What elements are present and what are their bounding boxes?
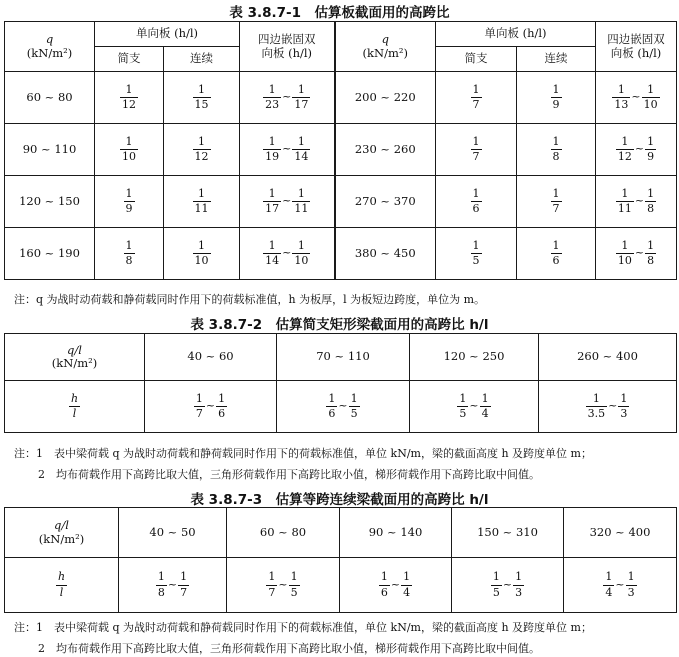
fraction <box>193 188 211 216</box>
fraction-denominator: 5 <box>492 585 500 599</box>
fraction <box>292 188 310 216</box>
fraction-denominator: 13 <box>614 98 629 111</box>
table3-range-header: 150 ~ 310 <box>452 508 564 558</box>
continuous-ratio-cell <box>164 176 240 228</box>
fraction-numerator: 1 <box>647 82 655 96</box>
table3-range-header: 60 ~ 80 <box>227 508 340 558</box>
table2-range-header: 120 ~ 250 <box>410 334 539 381</box>
table1-row <box>5 228 677 280</box>
fraction-numerator: 1 <box>268 186 276 200</box>
fraction <box>120 84 138 112</box>
fraction-denominator: 8 <box>647 254 655 267</box>
table2-range-header: 70 ~ 110 <box>277 334 410 381</box>
simple-ratio-cell <box>95 176 164 228</box>
simple-ratio-cell <box>436 72 517 124</box>
fraction <box>124 188 135 216</box>
fraction <box>124 240 135 268</box>
fraction-numerator: 1 <box>125 82 133 96</box>
table1-q-header: q (kN/m²) <box>5 22 95 72</box>
fraction-numerator: 1 <box>552 238 560 252</box>
table3-range-header: 320 ~ 400 <box>564 508 677 558</box>
fraction-numerator: 1 <box>647 186 655 200</box>
fraction-denominator: 8 <box>157 585 165 599</box>
table2-note-1: 注：1 表中梁荷载 q 为战时动荷载和静荷载同时作用下的荷载标准值，单位 kN/m，梁的截面高度 h 及跨度单位 m； <box>14 447 592 460</box>
fraction-denominator: 5 <box>350 407 358 420</box>
fraction-denominator: 23 <box>265 98 280 111</box>
simple-ratio-cell <box>95 124 164 176</box>
two-way-ratio-cell <box>240 228 335 280</box>
fraction <box>292 136 310 164</box>
table3-hl-header <box>5 558 119 613</box>
fraction-denominator: 3.5 <box>587 407 606 420</box>
fraction-numerator: 1 <box>268 134 276 148</box>
two-way-ratio-cell <box>240 176 335 228</box>
table1 <box>4 21 677 280</box>
fraction-denominator: 6 <box>552 254 560 267</box>
fraction <box>326 393 337 421</box>
fraction <box>194 393 205 421</box>
fraction-numerator: 1 <box>198 134 205 148</box>
fraction <box>612 84 630 112</box>
two-way-ratio-cell <box>240 72 335 124</box>
continuous-ratio-cell <box>517 176 596 228</box>
range-tilde: ~ <box>282 142 292 156</box>
fraction-numerator: 1 <box>328 391 336 405</box>
table3-note-2: 2 均布荷载作用下高跨比取大值，三角形荷载作用下高跨比取小值，梯形荷载作用下高跨比取中间值。 <box>38 642 540 655</box>
two-way-ratio-cell <box>240 124 335 176</box>
table1-title: 表 3.8.7-1 估算板截面用的高跨比 <box>229 5 450 21</box>
fraction-numerator: 1 <box>492 570 500 584</box>
fraction-denominator: 12 <box>617 150 632 163</box>
two-way-ratio-cell <box>596 176 677 228</box>
range-tilde: ~ <box>634 246 645 260</box>
fraction <box>266 571 277 599</box>
range-tilde: ~ <box>469 399 479 413</box>
fraction <box>292 240 310 268</box>
table3-title: 表 3.8.7-3 估算等跨连续梁截面用的高跨比 h/l <box>190 492 489 508</box>
table1-simple-header: 简支 <box>95 47 164 72</box>
ratio-range <box>263 134 310 163</box>
fraction-denominator: 8 <box>552 150 560 163</box>
table3-ql-header: q/l (kN/m²) <box>5 508 119 558</box>
fraction <box>551 84 562 112</box>
simple-ratio-cell <box>436 228 517 280</box>
fraction <box>263 240 281 268</box>
continuous-ratio-cell <box>164 72 240 124</box>
table2-ratio-cell <box>539 381 677 433</box>
fraction <box>193 84 211 112</box>
fraction <box>645 240 656 268</box>
range-tilde: ~ <box>282 194 292 208</box>
fraction-numerator: 1 <box>592 391 600 405</box>
table1-simple-header-right: 简支 <box>436 47 517 72</box>
fraction <box>263 188 281 216</box>
fraction-denominator: 9 <box>647 150 655 163</box>
fraction <box>156 571 167 599</box>
fraction-denominator: 14 <box>294 150 309 163</box>
fraction-denominator: 9 <box>552 98 560 111</box>
range-tilde: ~ <box>502 577 513 591</box>
fraction-denominator: 4 <box>605 585 613 599</box>
range-tilde: ~ <box>615 577 625 591</box>
range-tilde: ~ <box>282 246 292 260</box>
fraction-denominator: 3 <box>627 585 635 599</box>
fraction-numerator: 1 <box>218 391 226 405</box>
fraction-numerator: 1 <box>297 82 305 96</box>
simple-ratio-cell <box>95 72 164 124</box>
fraction-denominator: 4 <box>481 407 489 420</box>
fraction-denominator: 12 <box>122 98 136 111</box>
fraction <box>645 188 656 216</box>
fraction <box>289 571 300 599</box>
table1-continuous-header: 连续 <box>164 47 240 72</box>
load-range-cell: 120 ~ 150 <box>5 176 95 228</box>
fraction-numerator: 1 <box>620 391 628 405</box>
ratio-range <box>263 82 310 111</box>
fraction-numerator: 1 <box>297 238 305 252</box>
fraction-numerator: 1 <box>268 238 276 252</box>
fraction-numerator: 1 <box>380 570 388 584</box>
fraction-denominator: 12 <box>194 150 209 163</box>
table2-title: 表 3.8.7-2 估算简支矩形梁截面用的高跨比 h/l <box>190 317 489 333</box>
load-range-cell: 380 ~ 450 <box>335 228 436 280</box>
fraction-numerator: 1 <box>268 570 276 584</box>
fraction <box>616 188 634 216</box>
fraction-numerator: 1 <box>552 82 560 96</box>
fraction <box>616 240 634 268</box>
simple-ratio-cell <box>436 176 517 228</box>
table3-ratio-cell <box>227 558 340 613</box>
fraction-numerator: 1 <box>515 570 523 584</box>
fraction-numerator: 1 <box>125 238 133 252</box>
fraction-numerator: 1 <box>125 134 133 148</box>
fraction-denominator: 10 <box>122 150 136 163</box>
fraction-numerator: 1 <box>297 186 305 200</box>
fraction-denominator: 7 <box>180 585 188 599</box>
fraction <box>263 84 281 112</box>
table2-ratio-cell <box>277 381 410 433</box>
fraction-denominator: 7 <box>195 407 203 420</box>
table2-ratio-cell <box>410 381 539 433</box>
table2-hl-header <box>5 381 145 433</box>
fraction-numerator: 1 <box>647 238 655 252</box>
fraction <box>263 136 281 164</box>
fraction-numerator: 1 <box>125 186 133 200</box>
load-range-cell: 60 ~ 80 <box>5 72 95 124</box>
simple-ratio-cell <box>436 124 517 176</box>
table1-continuous-header-right: 连续 <box>517 47 596 72</box>
ratio-range <box>263 238 310 267</box>
fraction <box>642 84 660 112</box>
fraction-denominator: 11 <box>294 202 309 215</box>
fraction-denominator: 10 <box>617 254 632 267</box>
fraction <box>618 393 629 421</box>
fraction-denominator: 5 <box>290 585 298 599</box>
fraction-numerator: 1 <box>403 570 411 584</box>
table3-range-header: 90 ~ 140 <box>340 508 452 558</box>
fraction-denominator: 4 <box>403 585 411 599</box>
table1-one-way-header: 单向板 (h/l) <box>95 22 240 47</box>
fraction <box>401 571 412 599</box>
fraction-numerator: 1 <box>459 391 467 405</box>
fraction-denominator: 11 <box>194 202 209 215</box>
table3-note-1: 注：1 表中梁荷载 q 为战时动荷载和静荷载同时作用下的荷载标准值，单位 kN/m，梁的截面高度 h 及跨度单位 m； <box>14 621 592 634</box>
table2-ql-header: q/l (kN/m²) <box>5 334 145 381</box>
fraction-numerator: 1 <box>617 82 625 96</box>
load-range-cell: 200 ~ 220 <box>335 72 436 124</box>
fraction-numerator: 1 <box>472 238 480 252</box>
fraction-denominator: 3 <box>620 407 628 420</box>
fraction-numerator: 1 <box>198 82 205 96</box>
fraction-numerator: 1 <box>647 134 655 148</box>
fraction-numerator: 1 <box>290 570 298 584</box>
range-tilde: ~ <box>390 577 401 591</box>
fraction <box>551 240 562 268</box>
fraction-denominator: 10 <box>294 254 309 267</box>
table1-q-header-right: q (kN/m²) <box>335 22 436 72</box>
ratio-range <box>326 391 359 420</box>
fraction <box>349 393 360 421</box>
fraction-numerator: 1 <box>198 186 205 200</box>
fraction-denominator: 7 <box>268 585 276 599</box>
continuous-ratio-cell <box>164 228 240 280</box>
table1-note: 注：q 为战时动荷载和静荷载同时作用下的荷载标准值，h 为板厚，l 为板短边跨度，单位为 m。 <box>14 293 486 306</box>
fraction-denominator: 10 <box>194 254 209 267</box>
two-way-ratio-cell <box>596 124 677 176</box>
table3-range-header: 40 ~ 50 <box>119 508 227 558</box>
fraction-denominator: 9 <box>125 202 133 215</box>
fraction-numerator: 1 <box>297 134 305 148</box>
ratio-range <box>616 186 656 215</box>
fraction-denominator: 8 <box>125 254 133 267</box>
fraction-denominator: 10 <box>643 98 658 111</box>
table3-ratio-cell <box>452 558 564 613</box>
fraction-denominator: 7 <box>472 150 480 163</box>
fraction-denominator: 17 <box>265 202 280 215</box>
fraction-numerator: 1 <box>350 391 358 405</box>
fraction-numerator: 1 <box>627 570 635 584</box>
fraction-numerator: 1 <box>621 134 629 148</box>
fraction-hl: $\frac{h}{l}$ <box>57 570 66 599</box>
ratio-range <box>156 570 189 599</box>
fraction-denominator: 5 <box>472 254 480 267</box>
fraction-denominator: 3 <box>515 585 523 599</box>
ratio-range <box>616 134 656 163</box>
fraction-numerator: 1 <box>481 391 489 405</box>
ratio-range <box>586 391 630 420</box>
table1-row <box>5 176 677 228</box>
fraction-numerator: 1 <box>605 570 613 584</box>
table1-one-way-header-right: 单向板 (h/l) <box>436 22 596 47</box>
fraction-numerator: 1 <box>552 186 560 200</box>
fraction <box>193 136 211 164</box>
fraction <box>379 571 390 599</box>
table2-ratio-cell <box>145 381 277 433</box>
fraction-denominator: 6 <box>472 202 480 215</box>
fraction-numerator: 1 <box>472 186 480 200</box>
ratio-range <box>491 570 524 599</box>
fraction-denominator: 15 <box>194 98 209 111</box>
table3-ratio-cell <box>564 558 677 613</box>
table1-two-way-header-right: 四边嵌固双 向板 (h/l) <box>596 22 677 72</box>
fraction-denominator: 8 <box>647 202 655 215</box>
continuous-ratio-cell <box>517 72 596 124</box>
fraction-denominator: 6 <box>218 407 226 420</box>
range-tilde: ~ <box>205 399 216 413</box>
ratio-range <box>612 82 659 111</box>
fraction <box>292 84 310 112</box>
range-tilde: ~ <box>167 577 178 591</box>
fraction-numerator: 1 <box>621 238 629 252</box>
range-tilde: ~ <box>631 90 641 104</box>
fraction <box>586 393 608 421</box>
fraction-denominator: 19 <box>265 150 280 163</box>
table2-range-header: 40 ~ 60 <box>145 334 277 381</box>
load-range-cell: 270 ~ 370 <box>335 176 436 228</box>
load-range-cell: 90 ~ 110 <box>5 124 95 176</box>
table2-range-header: 260 ~ 400 <box>539 334 677 381</box>
load-range-cell: 230 ~ 260 <box>335 124 436 176</box>
fraction <box>471 84 482 112</box>
table3-ratio-cell <box>340 558 452 613</box>
two-way-ratio-cell <box>596 228 677 280</box>
fraction-numerator: 1 <box>198 238 205 252</box>
table3-ratio-cell <box>119 558 227 613</box>
table1-two-way-header: 四边嵌固双 向板 (h/l) <box>240 22 335 72</box>
fraction <box>193 240 211 268</box>
ratio-range <box>266 570 299 599</box>
table1-row <box>5 124 677 176</box>
fraction <box>616 136 634 164</box>
fraction <box>480 393 491 421</box>
fraction-denominator: 6 <box>380 585 388 599</box>
fraction <box>178 571 189 599</box>
continuous-ratio-cell <box>517 228 596 280</box>
fraction-denominator: 6 <box>328 407 336 420</box>
range-tilde: ~ <box>634 142 645 156</box>
fraction-hl: $\frac{h}{l}$ <box>70 391 79 420</box>
simple-ratio-cell <box>95 228 164 280</box>
fraction <box>551 136 562 164</box>
ratio-range <box>379 570 412 599</box>
fraction <box>626 571 637 599</box>
fraction <box>471 240 482 268</box>
continuous-ratio-cell <box>164 124 240 176</box>
range-tilde: ~ <box>282 90 292 104</box>
fraction <box>457 393 468 421</box>
fraction-denominator: 17 <box>294 98 309 111</box>
fraction-numerator: 1 <box>552 134 560 148</box>
fraction-numerator: 1 <box>268 82 276 96</box>
range-tilde: ~ <box>278 577 288 591</box>
table2-note-2: 2 均布荷载作用下高跨比取大值，三角形荷载作用下高跨比取小值，梯形荷载作用下高跨比取中间值。 <box>38 468 540 481</box>
fraction <box>120 136 138 164</box>
fraction-numerator: 1 <box>180 570 188 584</box>
fraction <box>603 571 614 599</box>
range-tilde: ~ <box>608 399 618 413</box>
ratio-range <box>194 391 227 420</box>
range-tilde: ~ <box>634 194 645 208</box>
ratio-range <box>263 186 310 215</box>
fraction <box>471 188 482 216</box>
load-range-cell: 160 ~ 190 <box>5 228 95 280</box>
fraction-numerator: 1 <box>621 186 629 200</box>
fraction-denominator: 7 <box>552 202 560 215</box>
fraction-numerator: 1 <box>472 134 480 148</box>
fraction <box>513 571 524 599</box>
fraction-numerator: 1 <box>472 82 480 96</box>
table3 <box>4 507 677 613</box>
fraction-denominator: 14 <box>265 254 280 267</box>
ratio-range <box>457 391 490 420</box>
fraction <box>645 136 656 164</box>
fraction-denominator: 11 <box>617 202 632 215</box>
fraction-denominator: 5 <box>459 407 467 420</box>
fraction-numerator: 1 <box>195 391 203 405</box>
fraction <box>491 571 502 599</box>
table2 <box>4 333 677 433</box>
fraction <box>551 188 562 216</box>
table1-row <box>5 72 677 124</box>
continuous-ratio-cell <box>517 124 596 176</box>
ratio-range <box>603 570 636 599</box>
fraction-numerator: 1 <box>157 570 165 584</box>
ratio-range <box>616 238 656 267</box>
fraction <box>216 393 227 421</box>
fraction <box>471 136 482 164</box>
fraction-denominator: 7 <box>472 98 480 111</box>
range-tilde: ~ <box>338 399 348 413</box>
two-way-ratio-cell <box>596 72 677 124</box>
